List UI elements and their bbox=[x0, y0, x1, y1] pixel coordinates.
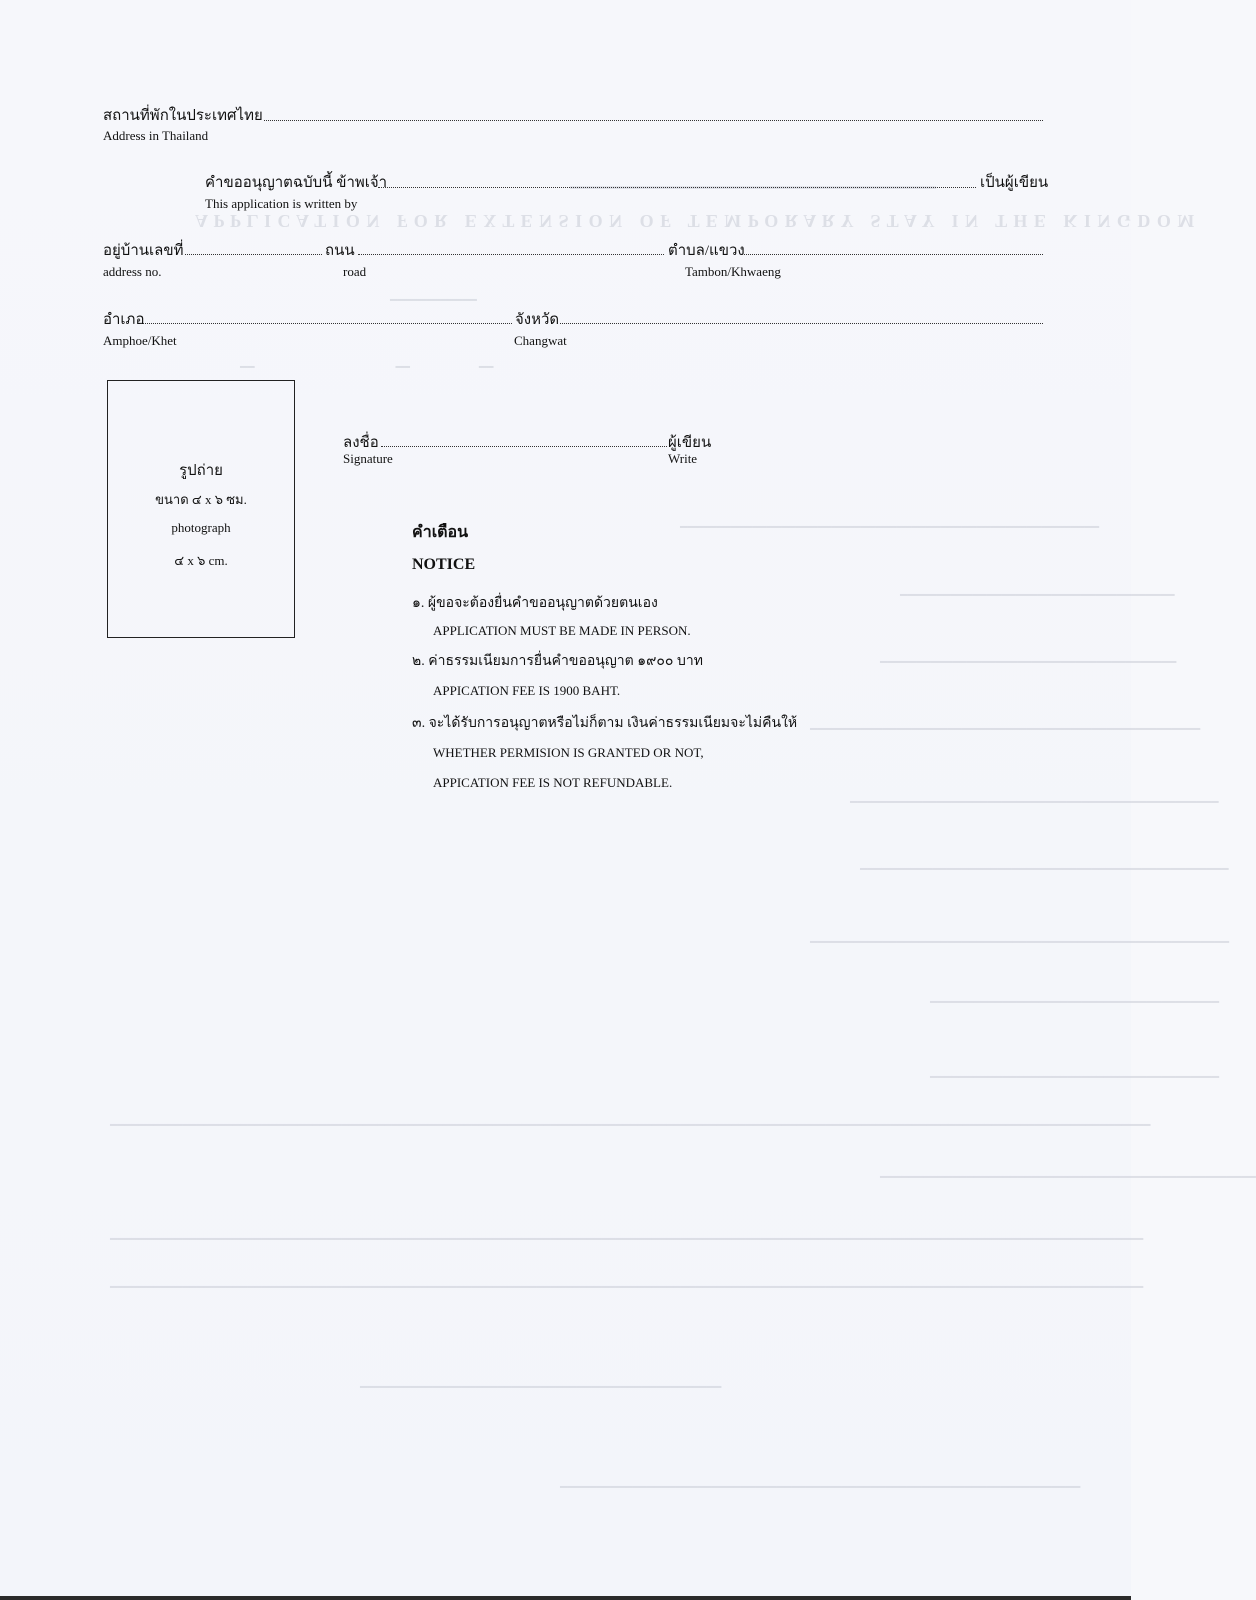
bleed-through-line: ━━━━━━━━━━━━━━━━━━━━━━━━━━━━━━━━━━━━━━━━━━━━━━━━━━━━━━━━━━ bbox=[680, 520, 1100, 534]
photo-box bbox=[107, 380, 295, 638]
bleed-through-line: ━━ ━━ ━━ bbox=[240, 360, 494, 374]
notice-item-3-th: ๓. จะได้รับการอนุญาตหรือไม่ก็ตาม เงินค่าธรรมเนียมจะไม่คืนให้ bbox=[412, 716, 798, 731]
tambon-field[interactable] bbox=[742, 254, 1043, 255]
photo-size-th: ขนาด ๔ x ๖ ซม. bbox=[155, 492, 247, 507]
written-by-label-th: คำขออนุญาตฉบับนี้ ข้าพเจ้า bbox=[205, 175, 388, 191]
amphoe-field[interactable] bbox=[140, 323, 512, 324]
applicant-name-field[interactable] bbox=[378, 187, 976, 188]
bleed-through-line: ━━━━━━━━━━━━━━━━━━━━━━━━━━━━━━━━━━━━━━━━━━━━━━━━━━━━━━━━━━━━━━━━━━━━━━━━ bbox=[560, 1480, 1081, 1494]
bleed-through-line: ━━━━━━━━━━━━━━━━━━━━━━━━━━━━━━━━━━━━━━━━━━━━━━━━━━━━ bbox=[880, 1170, 1256, 1184]
road-field[interactable] bbox=[358, 254, 664, 255]
notice-item-3-en-2: APPICATION FEE IS NOT REFUNDABLE. bbox=[433, 775, 673, 790]
notice-item-1-en: APPLICATION MUST BE MADE IN PERSON. bbox=[433, 623, 691, 638]
signature-label-th: ลงชื่อ bbox=[343, 435, 379, 451]
signature-field[interactable] bbox=[381, 446, 667, 447]
bleed-through-line: ━━━━━━━━━━━━ bbox=[390, 293, 477, 307]
photo-size-en: ๔ x ๖ cm. bbox=[174, 553, 228, 568]
bleed-through-line: ━━━━━━━━━━━━━━━━━━━━━━━━━━━━━━━━━━━━━━━━━━━━━━━━━━━━━━━━━━ bbox=[810, 935, 1230, 949]
notice-item-2-th: ๒. ค่าธรรมเนียมการยื่นคำขออนุญาต ๑๙๐๐ บาท bbox=[412, 654, 703, 669]
changwat-field[interactable] bbox=[560, 323, 1043, 324]
bleed-through-line: ━━━━━━━━━━━━━━━━━━━━━━━━━━━━━━━━━━━━━━━━ bbox=[930, 1070, 1219, 1084]
writer-label-en: Write bbox=[668, 451, 698, 466]
notice-item-2-en: APPICATION FEE IS 1900 BAHT. bbox=[433, 683, 621, 698]
writer-suffix-th: เป็นผู้เขียน bbox=[980, 175, 1049, 191]
address-no-field[interactable] bbox=[185, 254, 322, 255]
address-in-thailand-field[interactable] bbox=[264, 120, 1043, 121]
address-no-label-en: address no. bbox=[103, 264, 162, 279]
notice-title-th: คำเตือน bbox=[412, 524, 469, 541]
bleed-through-line: ━━━━━━━━━━━━━━━━━━━━━━━━━━━━━━━━━━━━━━ bbox=[900, 588, 1175, 602]
photo-label-en: photograph bbox=[171, 520, 231, 535]
notice-item-1-th: ๑. ผู้ขอจะต้องยื่นคำขออนุญาตด้วยตนเอง bbox=[412, 596, 658, 611]
signature-label-en: Signature bbox=[343, 451, 393, 466]
bleed-through-line: ━━━━━━━━━━━━━━━━━━━━━━━━━━━━━━━━━━━━━━━━━ bbox=[880, 655, 1177, 669]
bleed-through-line: ━━━━━━━━━━━━━━━━━━━━━━━━━━━━━━━━━━━━━━━━━━━━━━━━━━━━━━━━━━━━━━━━━━━━━━━━━━━━━━━━━━━━━━━━━━━━━━━━━━━━━━━━━━━━━━━━━━━━━━━━━━━━━━━━━━━━━━━━━━━━━━━ bbox=[110, 1232, 1144, 1246]
written-by-label-en: This application is written by bbox=[205, 196, 358, 211]
bleed-through-line: ━━━━━━━━━━━━━━━━━━━━━━━━━━━━━━━━━━━━━━━━━━━━━━━━━━━━━━━━━━━━━━━━━━━━━━━━━━━━━━━━━━━━━━━━━━━━━━━━━━━━━━━━━━━━━━━━━━━━━━━━━━━━━━━━━━━━━━━━━━━━━━━━ bbox=[110, 1118, 1151, 1132]
bleed-through-title: A P P L I C A T I O N F O R E X T E N S I O N O F T E M P O R A R Y S T A Y I N T H E K I N G D O M bbox=[195, 211, 1196, 231]
road-label-en: road bbox=[343, 264, 367, 279]
notice-item-3-en: WHETHER PERMISION IS GRANTED OR NOT, bbox=[433, 745, 704, 760]
bleed-through-line: ━━━━━━━━━━━━━━━━━━━━━━━━━━━━━━━━━━━━━━━━━━━━━━━━━━━━━━ bbox=[810, 722, 1201, 736]
bleed-through-line: ━━━━━━━━━━━━━━━━━━━━━━━━━━━━━━━━━━━━━━━━━━━━━━━━━━━━━━━━━━━━━━━━━━━━━━━━━━━━━━━━━━━━━━━━━━━━━━━━━━━━━━━━━━━━━━━━━━━━━━━━━━━━━━━━━━━━━━━━━━━━━━━ bbox=[110, 1280, 1144, 1294]
road-label-th: ถนน bbox=[325, 243, 355, 259]
amphoe-label-th: อำเภอ bbox=[103, 312, 145, 328]
bleed-through-line: ━━━━━━━━━━━━━━━━━━━━━━━━━━━━━━━━━━━━━━━━━━━━━━━━━━━ bbox=[860, 862, 1229, 876]
tambon-label-th: ตำบล/แขวง bbox=[668, 243, 745, 259]
address-in-thailand-label-th: สถานที่พักในประเทศไทย bbox=[103, 108, 263, 124]
bleed-through-line: ━━━━━━━━━━━━━━━━━━━━━━━━━━━━━━━━━━━━━━━━━━━━━━━━━━━ bbox=[850, 795, 1219, 809]
changwat-label-en: Changwat bbox=[514, 333, 567, 348]
notice-title-en: NOTICE bbox=[412, 556, 476, 573]
bleed-through-line: ━━━━━━━━━━━━━━━━━━━━━━━━━━━━━━━━━━━━━━ bbox=[570, 180, 937, 197]
address-no-label-th: อยู่บ้านเลขที่ bbox=[103, 243, 184, 259]
photo-label-th: รูปถ่าย bbox=[179, 463, 223, 479]
tambon-label-en: Tambon/Khwaeng bbox=[685, 264, 781, 279]
address-in-thailand-label-en: Address in Thailand bbox=[103, 128, 209, 143]
bleed-through-line: ━━━━━━━━━━━━━━━━━━━━━━━━━━━━━━━━━━━━━━━━━━━━━━━━━━ bbox=[360, 1380, 722, 1394]
writer-label-th: ผู้เขียน bbox=[668, 435, 712, 451]
changwat-label-th: จังหวัด bbox=[515, 312, 560, 328]
amphoe-label-en: Amphoe/Khet bbox=[103, 333, 177, 348]
bleed-through-line: ━━━━━━━━━━━━━━━━━━━━━━━━━━━━━━━━━━━━━━━━ bbox=[930, 995, 1219, 1009]
scan-bottom-edge bbox=[0, 1596, 1131, 1600]
